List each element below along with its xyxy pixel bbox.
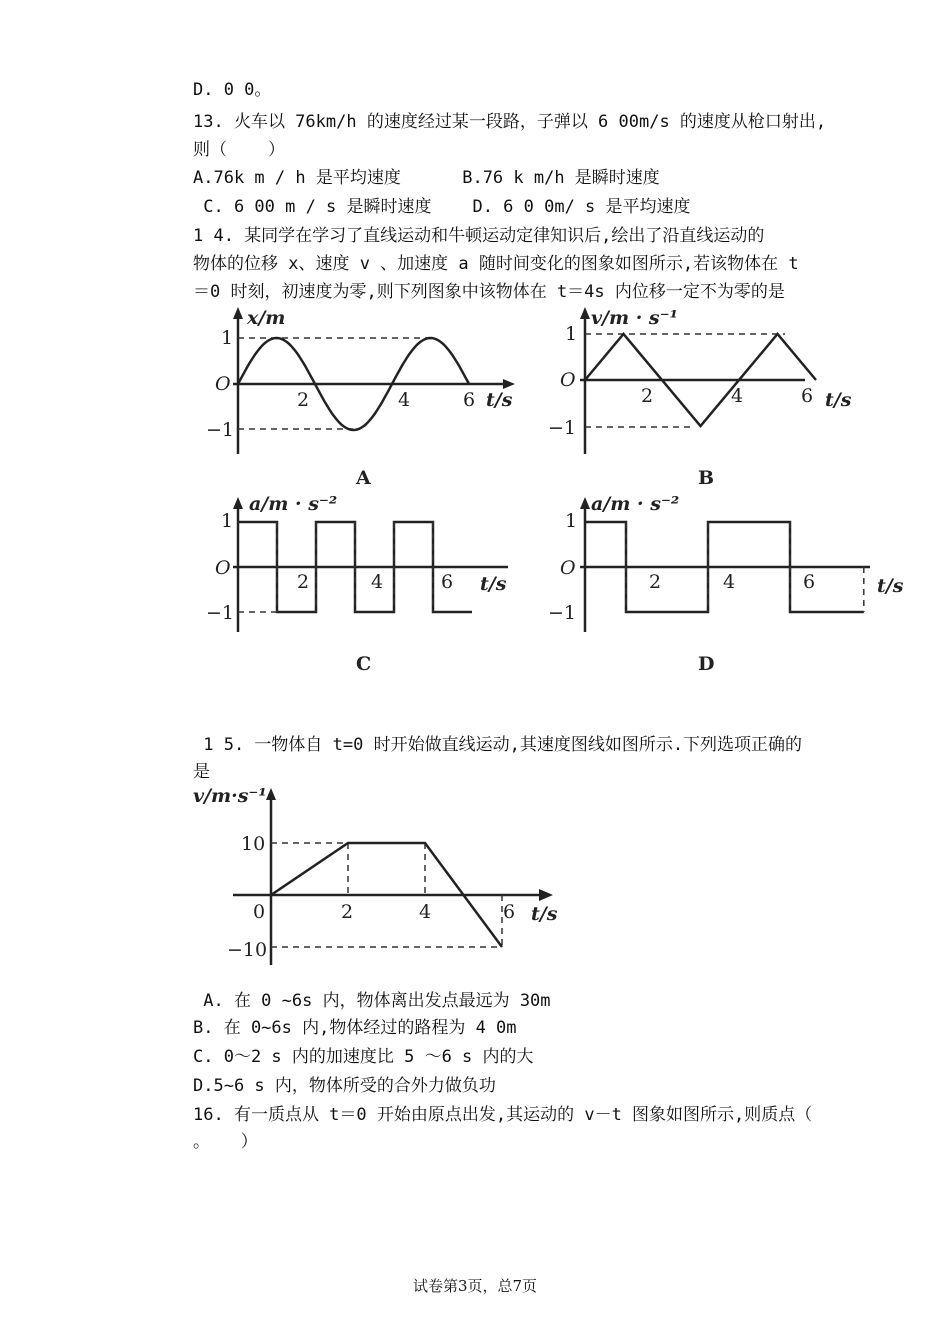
tick-label: 6 bbox=[503, 901, 516, 923]
graph-b bbox=[548, 307, 852, 489]
y-axis-label: a/m · s⁻² bbox=[591, 493, 680, 515]
y-axis-arrow bbox=[266, 788, 276, 800]
option-line: D.5~6 s 内，物体所受的合外力做负功 bbox=[193, 1076, 496, 1096]
graph-d bbox=[548, 493, 904, 675]
tick-label: −10 bbox=[227, 939, 268, 961]
x-axis-label: t/s bbox=[531, 903, 558, 925]
y-axis-label: v/m · s⁻¹ bbox=[591, 307, 678, 329]
x-axis-label: t/s bbox=[486, 389, 513, 411]
tick-label: 2 bbox=[297, 571, 310, 593]
tick-label: −1 bbox=[548, 602, 577, 624]
y-axis-arrow bbox=[233, 307, 243, 319]
option-line: C. 6 00 m / s 是瞬时速度 D. 6 0 0m/ s 是平均速度 bbox=[193, 197, 691, 217]
page-footer: 试卷第3页，总7页 bbox=[412, 1277, 538, 1295]
text-line: 。 ） bbox=[193, 1132, 258, 1152]
tick-label: 1 bbox=[221, 510, 234, 532]
tick-label: −1 bbox=[206, 602, 235, 624]
tick-label: 10 bbox=[241, 833, 266, 855]
option-line: A.76k m / h 是平均速度 B.76 k m/h 是瞬时速度 bbox=[193, 168, 660, 188]
question-16: 16. 有一质点从 t＝0 开始由原点出发,其运动的 v－t 图象如图所示,则质点（ bbox=[193, 1105, 813, 1125]
tick-label: 2 bbox=[341, 901, 354, 923]
tick-label: 4 bbox=[731, 385, 744, 407]
question-14: 1 4. 某同学在学习了直线运动和牛顿运动定律知识后,绘出了沿直线运动的 bbox=[193, 226, 765, 246]
graph-caption: D bbox=[698, 653, 715, 675]
svg-text:x/m bbox=[246, 307, 285, 329]
origin-label: O bbox=[560, 557, 576, 579]
origin-label: O bbox=[215, 373, 231, 395]
svg-text:a/m · s⁻² bbox=[249, 493, 337, 515]
graph-caption: B bbox=[698, 467, 715, 489]
graph-caption: A bbox=[356, 467, 371, 489]
svg-text:a/m · s⁻² bbox=[591, 493, 679, 515]
x-axis-label: t/s bbox=[877, 575, 904, 597]
tick-label: 1 bbox=[565, 323, 578, 345]
x-axis-label: t/s bbox=[825, 389, 852, 411]
tick-label: 4 bbox=[371, 571, 384, 593]
tick-label: 6 bbox=[441, 571, 454, 593]
x-axis-arrow bbox=[539, 889, 553, 901]
text-line: 则（ ） bbox=[193, 140, 285, 160]
origin-label: O bbox=[215, 557, 231, 579]
y-axis-label: a/m · s⁻² bbox=[249, 493, 338, 515]
y-axis-arrow bbox=[233, 497, 243, 509]
option-line: A. 在 0 ~6s 内，物体离出发点最远为 30m bbox=[193, 991, 551, 1011]
text-line: 是 bbox=[193, 762, 210, 782]
tick-label: 2 bbox=[649, 571, 662, 593]
svg-text:v/m·s⁻¹ bbox=[193, 785, 267, 807]
figure-15-graph bbox=[193, 780, 573, 970]
text-line: 物体的位移 x、速度 v 、加速度 a 随时间变化的图象如图所示,若该物体在 t bbox=[193, 254, 799, 274]
option-line: C. 0～2 s 内的加速度比 5 ～6 s 内的大 bbox=[193, 1047, 534, 1067]
origin-label: 0 bbox=[253, 901, 266, 923]
tick-label: 1 bbox=[221, 327, 234, 349]
option-line: B. 在 0~6s 内,物体经过的路程为 4 0m bbox=[193, 1018, 517, 1038]
graph-caption: C bbox=[356, 653, 372, 675]
y-axis-arrow bbox=[580, 307, 590, 319]
origin-label: O bbox=[560, 369, 576, 391]
tick-label: 4 bbox=[723, 571, 736, 593]
y-axis-label: x/m bbox=[247, 307, 286, 329]
tick-label: 6 bbox=[801, 385, 814, 407]
figure-14-graphs bbox=[193, 302, 930, 682]
graph-a bbox=[206, 307, 515, 489]
svg-text:v/m · s⁻¹ bbox=[591, 307, 678, 329]
tick-label: 6 bbox=[463, 389, 476, 411]
tick-label: 6 bbox=[803, 571, 816, 593]
tick-label: 4 bbox=[398, 389, 411, 411]
tick-label: −1 bbox=[206, 419, 235, 441]
tick-label: 1 bbox=[565, 510, 578, 532]
tick-label: 2 bbox=[297, 389, 310, 411]
x-axis-label: t/s bbox=[480, 573, 507, 595]
question-15: 1 5. 一物体自 t=0 时开始做直线运动,其速度图线如图所示.下列选项正确的 bbox=[193, 735, 803, 755]
text-line: ＝0 时刻，初速度为零,则下列图象中该物体在 t＝4s 内位移一定不为零的是 bbox=[193, 282, 785, 302]
tick-label: −1 bbox=[548, 417, 577, 439]
y-axis-label: v/m·s⁻¹ bbox=[193, 785, 267, 807]
text-line: D. 0 0。 bbox=[193, 80, 272, 100]
tick-label: 2 bbox=[641, 385, 654, 407]
graph-c bbox=[206, 493, 508, 675]
y-axis-arrow bbox=[580, 497, 590, 509]
tick-label: 4 bbox=[419, 901, 432, 923]
question-13: 13. 火车以 76km/h 的速度经过某一段路，子弹以 6 00m/s 的速度从枪口射出, bbox=[193, 112, 827, 132]
x-axis-arrow bbox=[503, 379, 515, 389]
